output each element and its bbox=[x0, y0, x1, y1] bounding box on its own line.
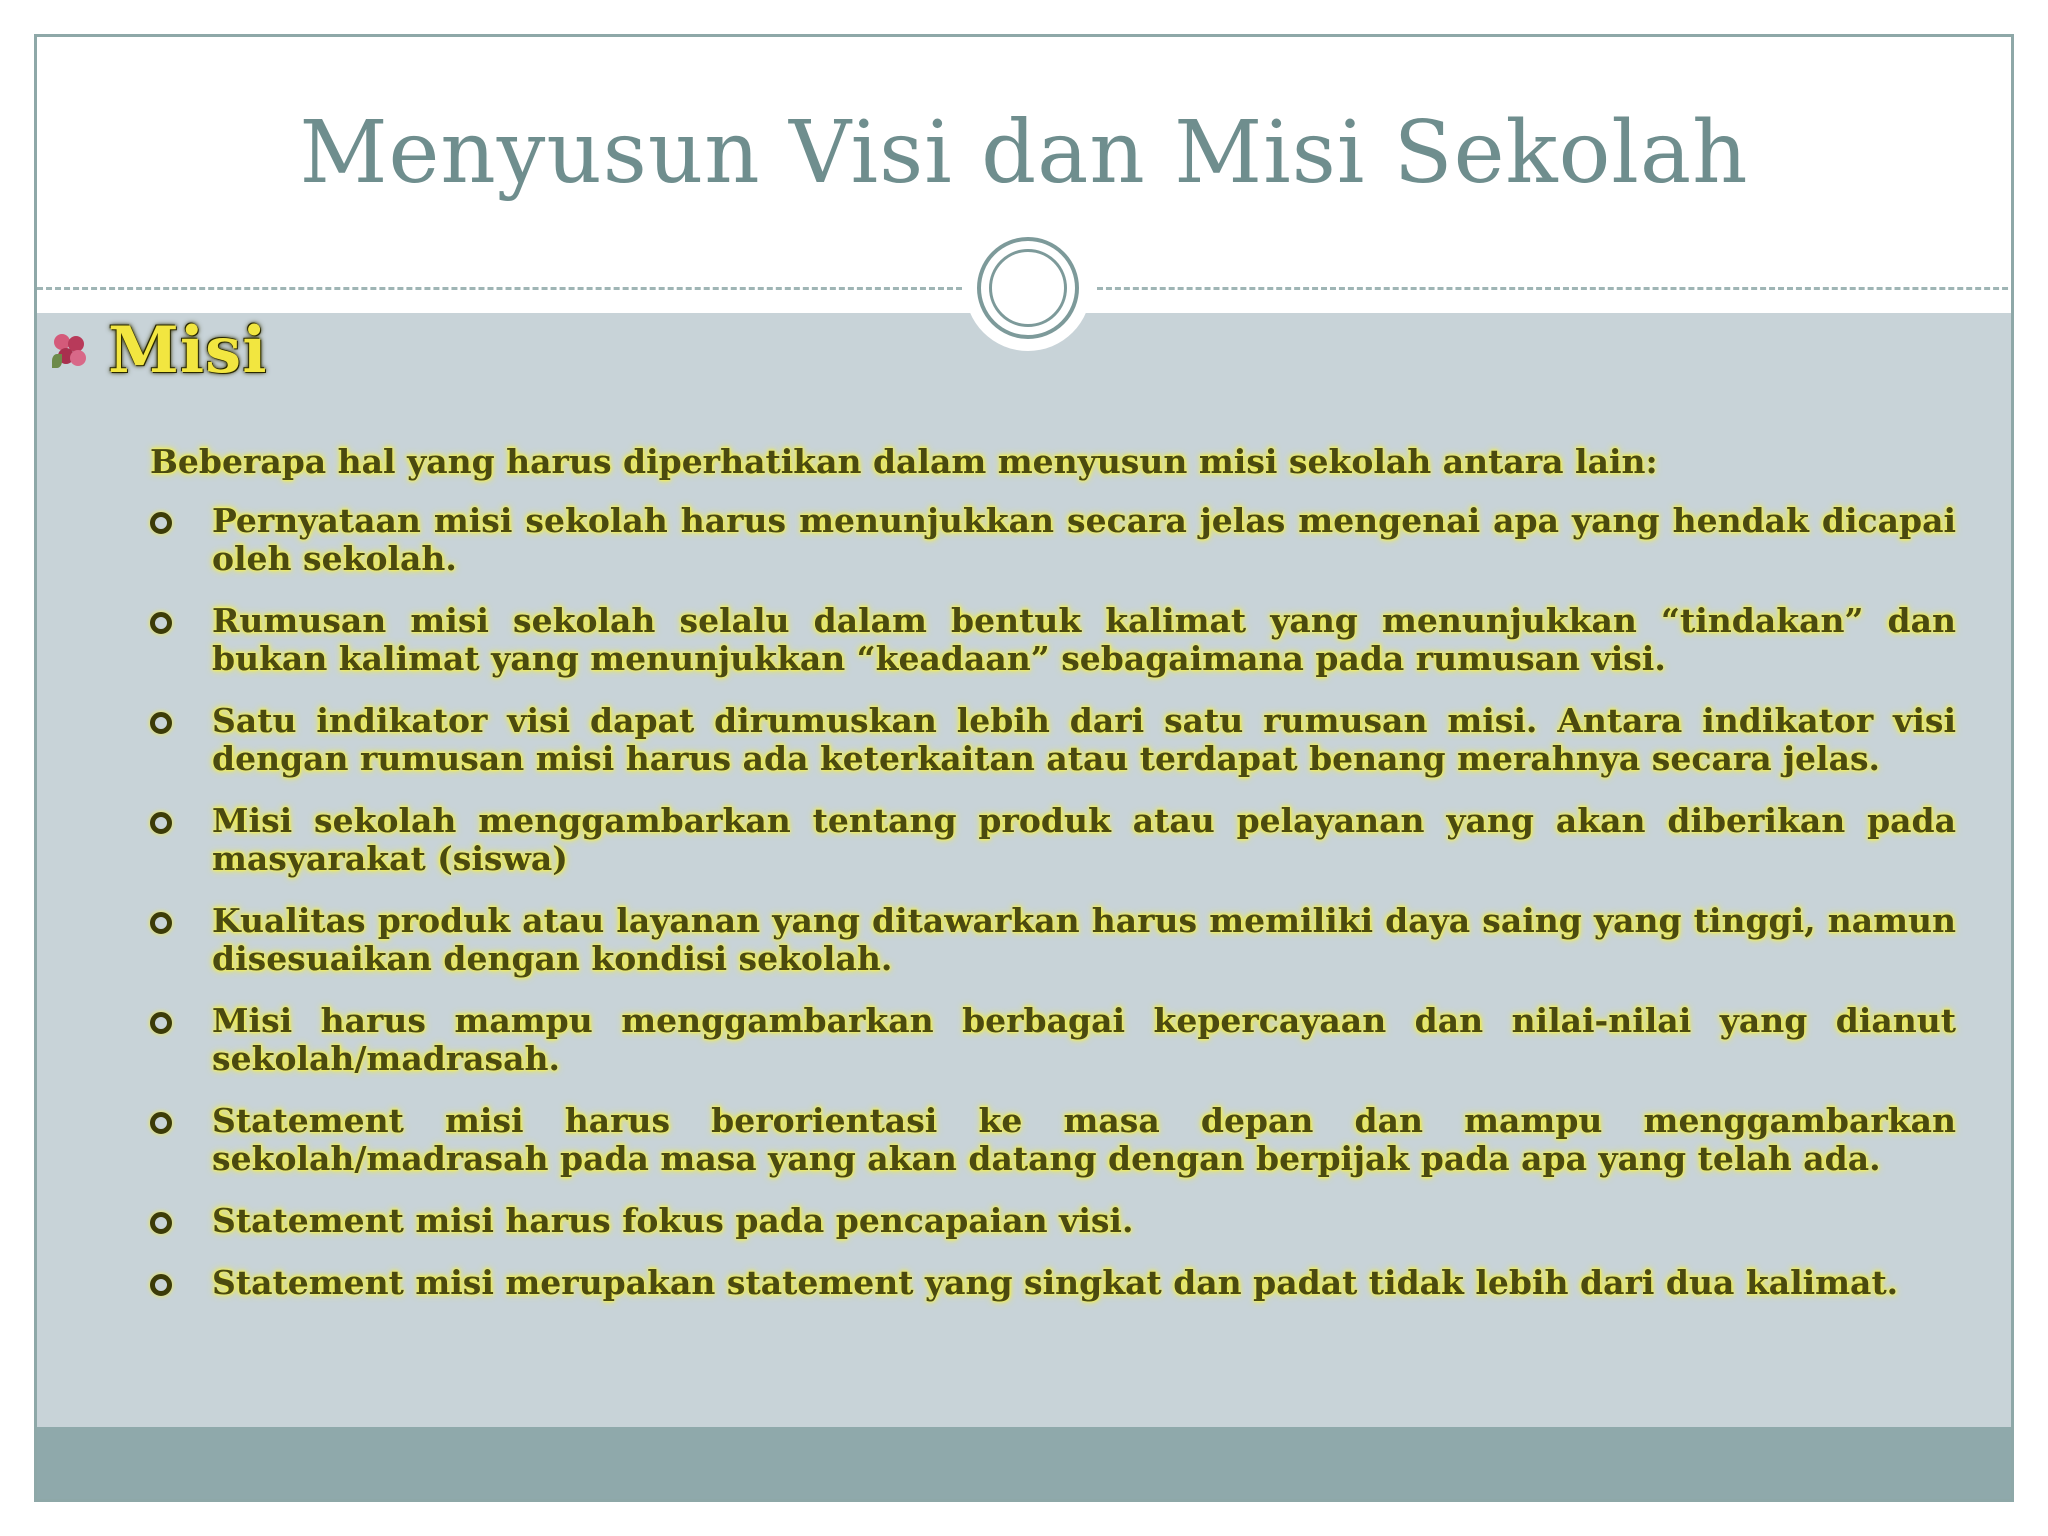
list-item bbox=[150, 702, 1956, 778]
hollow-circle-bullet-icon bbox=[150, 812, 172, 834]
list-item bbox=[150, 902, 1956, 978]
ring-ornament-icon bbox=[977, 237, 1079, 339]
list-item-text: Satu indikator visi dapat dirumuskan lebih dari satu rumusan misi. Antara indikator visi dengan rumusan misi harus ada keterkaitan atau terdapat benang merahnya secara jelas. bbox=[212, 701, 1956, 778]
list-item-text: Statement misi harus fokus pada pencapaian visi. bbox=[212, 1201, 1134, 1240]
flower-icon bbox=[52, 332, 88, 368]
ring-ornament-inner bbox=[989, 249, 1067, 327]
list-item-text: Pernyataan misi sekolah harus menunjukkan secara jelas mengenai apa yang hendak dicapai oleh sekolah. bbox=[212, 501, 1956, 578]
hollow-circle-bullet-icon bbox=[150, 1274, 172, 1296]
title-divider-left bbox=[37, 287, 962, 290]
intro-text: Beberapa hal yang harus diperhatikan dalam menyusun misi sekolah antara lain: bbox=[150, 442, 1658, 481]
list-item bbox=[150, 1002, 1956, 1078]
list-item bbox=[150, 502, 1956, 578]
list-item bbox=[150, 802, 1956, 878]
hollow-circle-bullet-icon bbox=[150, 612, 172, 634]
list-item-text: Misi sekolah menggambarkan tentang produk atau pelayanan yang akan diberikan pada masyarakat (siswa) bbox=[212, 801, 1956, 878]
list-item-text: Rumusan misi sekolah selalu dalam bentuk kalimat yang menunjukkan “tindakan” dan bukan kalimat yang menunjukkan “keadaan” sebagaimana pada rumusan visi. bbox=[212, 601, 1956, 678]
section-heading: Misi bbox=[108, 312, 268, 388]
list-item-text: Statement misi merupakan statement yang singkat dan padat tidak lebih dari dua kalimat. bbox=[212, 1263, 1899, 1302]
list-item-text: Misi harus mampu menggambarkan berbagai kepercayaan dan nilai-nilai yang dianut sekolah/madrasah. bbox=[212, 1001, 1956, 1078]
hollow-circle-bullet-icon bbox=[150, 1012, 172, 1034]
title-divider-right bbox=[1097, 287, 2014, 290]
hollow-circle-bullet-icon bbox=[150, 512, 172, 534]
section-heading-row bbox=[52, 310, 268, 390]
footer-bar bbox=[37, 1427, 2011, 1499]
list-item bbox=[150, 1264, 1956, 1302]
list-item bbox=[150, 1202, 1956, 1240]
list-item bbox=[150, 1102, 1956, 1178]
mission-bullet-list bbox=[150, 502, 1956, 1326]
hollow-circle-bullet-icon bbox=[150, 1112, 172, 1134]
slide-title: Menyusun Visi dan Misi Sekolah bbox=[299, 103, 1749, 203]
list-item bbox=[150, 602, 1956, 678]
list-item-text: Kualitas produk atau layanan yang ditawarkan harus memiliki daya saing yang tinggi, namun disesuaikan dengan kondisi sekolah. bbox=[212, 901, 1956, 978]
list-item-text: Statement misi harus berorientasi ke masa depan dan mampu menggambarkan sekolah/madrasah pada masa yang akan datang dengan berpijak pada apa yang telah ada. bbox=[212, 1101, 1956, 1178]
hollow-circle-bullet-icon bbox=[150, 912, 172, 934]
hollow-circle-bullet-icon bbox=[150, 1212, 172, 1234]
hollow-circle-bullet-icon bbox=[150, 712, 172, 734]
